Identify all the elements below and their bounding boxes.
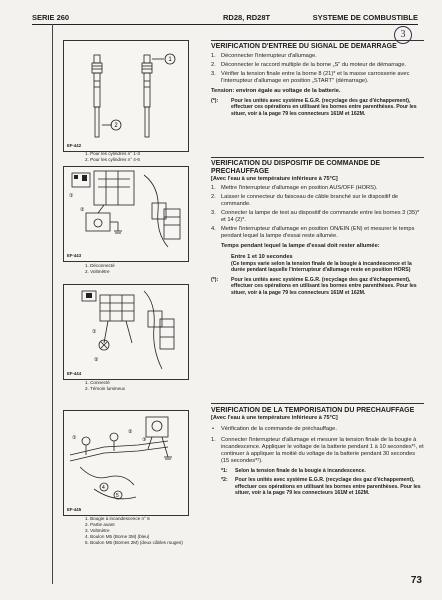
egr-note: (*): Pour les unités avec système E.G.R. (recyclage des gaz d'échappement), effectuer ces opérations en utilisant les bornes entre parenthèses. Pour les situer, voir à la page 79 les connecteurs 161M et 162M. <box>211 98 417 117</box>
section-title: VERIFICATION D'ENTREE DU SIGNAL DE DEMARRAGE <box>211 43 397 50</box>
step: 1. Connecter l'interrupteur d'allumage et mesurer la tension finale de la bougie à incandescence. Appliquer le voltage de la batterie pendant 1 à 10 secondes*¹, et continuer à appliquer la moitié du voltage de la batterie pendant 30 secondes (15 secondes*²). <box>211 437 424 464</box>
callout-4: 4 <box>102 485 105 491</box>
section-title: VERIFICATION DE LA TEMPORISATION DU PRECHAUFFAGE <box>211 407 415 414</box>
figure-code: EF-445 <box>67 507 82 512</box>
voltmeter-drawing <box>64 167 188 261</box>
step: 1. Déconnecter l'interrupteur d'allumage. <box>211 53 317 59</box>
callout-2: ② <box>94 357 99 363</box>
header-series: SERIE 260 <box>32 13 70 22</box>
figure-caption: 1. Pour les cylindres n° 1-3 2. Pour les cylindres n° 4-6 <box>85 151 140 162</box>
header-models: RD28, RD28T <box>223 13 271 22</box>
test-lamp-drawing <box>64 285 188 379</box>
timing-drawing <box>64 411 188 515</box>
callout-5: 5 <box>116 493 119 499</box>
left-frame-line <box>52 24 53 584</box>
figure-code: EF-444 <box>67 371 82 376</box>
figure-caption: 1. Bougie à incandescence n° 6 2. Partie avant 3. Voltmètre 4. Boulon M5 (Borne 3M) (bleu) 5. Boulon M5 (Bornes 2M) (deux câbles rouges) <box>85 516 183 545</box>
handwritten-page-badge: 3 <box>394 26 412 44</box>
callout-2: 2 <box>114 123 118 129</box>
step: 1. Mettre l'interrupteur d'allumage en position AUS/OFF (HORS). <box>211 185 378 191</box>
step: 2. Laisser le connecteur du faisceau de câble branché sur le dispositif de commande. <box>211 194 399 207</box>
ic-icon <box>82 175 87 181</box>
section-preheat-timing <box>211 407 424 497</box>
section-title: VERIFICATION DU DISPOSITIF DE COMMANDE DE PRECHAUFFAGE <box>211 160 381 175</box>
figure-connected-test <box>63 284 189 380</box>
section-subtitle: [Avec l'eau à une température inférieure à 75°C] <box>211 415 338 421</box>
figure-caption: 1. Connecté 2. Témoin lumineux <box>85 380 126 391</box>
check-bullet: • Vérification de la commande de préchauffage. <box>212 426 337 432</box>
tension-spec: Tension: environ égale au voltage de la batterie. <box>211 88 341 94</box>
callout-1: ① <box>92 329 97 335</box>
header-section: SYSTEME DE COMBUSTIBLE <box>312 13 418 22</box>
glow-plug-drawing <box>64 41 188 151</box>
lamp-time-value: Entre 1 et 10 secondes <box>231 254 293 260</box>
figure-disconnected-test <box>63 166 189 262</box>
section-start-signal <box>211 43 424 117</box>
figure-caption: 1. Déconnecté 2. Voltmètre <box>85 263 115 274</box>
fuse-icon <box>74 175 78 179</box>
footnote-2: *2: Pour les unités avec système E.G.R. (recyclage des gaz d'échappement), effectuer ces opérations en utilisant les bornes entre parenthèses. Pour les situer, voir à la page 79 les connecteurs 161M et 162M. <box>221 477 421 497</box>
callout-1: ① <box>72 435 77 441</box>
callout-1: 1 <box>168 57 172 63</box>
lamp-time-detail: (Ce temps varie selon la tension finale de la bougie à incandescence et la durée pendant laquelle l'interrupteur d'allumage reste en position HORS) <box>231 261 412 274</box>
egr-note: (*): Pour les unités avec système E.G.R. (recyclage des gaz d'échappement), effectuer ces opérations en utilisant les bornes entre parenthèses. Pour les situer, voir à la page 79 les connecteurs 161M et 162M. <box>211 276 417 296</box>
section-rule <box>211 403 424 404</box>
page-header <box>32 10 418 25</box>
callout-2: ② <box>128 429 133 435</box>
figure-code: EF-442 <box>67 143 82 148</box>
step: 2. Déconnecter le raccord multiple de la borne „S" du moteur de démarrage. <box>211 62 407 68</box>
section-rule <box>211 157 424 158</box>
callout-1: ① <box>69 193 74 199</box>
section-rule <box>211 40 424 41</box>
step: 4. Mettre l'interrupteur d'allumage en position ON/EIN (EN) et mesurer le temps pendant lequel la lampe d'essai reste allumée. <box>211 226 415 239</box>
step: 3. Vérifier la tension finale entre la borne 8 (21)* et la masse carrosserie avec l'interrupteur d'allumage en position „START" (démarrage). <box>211 71 410 84</box>
figure-glow-plugs <box>63 40 189 152</box>
callout-2: ② <box>80 207 85 213</box>
lamp-time-label: Temps pendant lequel la lampe d'essai doit rester allumée: <box>221 243 380 249</box>
section-preheat-control <box>211 160 424 296</box>
figure-timing-test <box>63 410 189 516</box>
footnote-1: *1: Selon la tension finale de la bougie à incandescence. <box>221 468 366 474</box>
figure-code: EF-443 <box>67 253 82 258</box>
step: 3. Connecter la lampe de test au dispositif de commande entre les bornes 3 (35)* et 14 (2)*. <box>211 210 420 223</box>
page-number: 73 <box>410 575 422 586</box>
callout-3: ③ <box>142 437 147 443</box>
section-subtitle: [Avec l'eau à une température inférieure à 75°C] <box>211 176 338 182</box>
connector-icon <box>86 293 92 298</box>
